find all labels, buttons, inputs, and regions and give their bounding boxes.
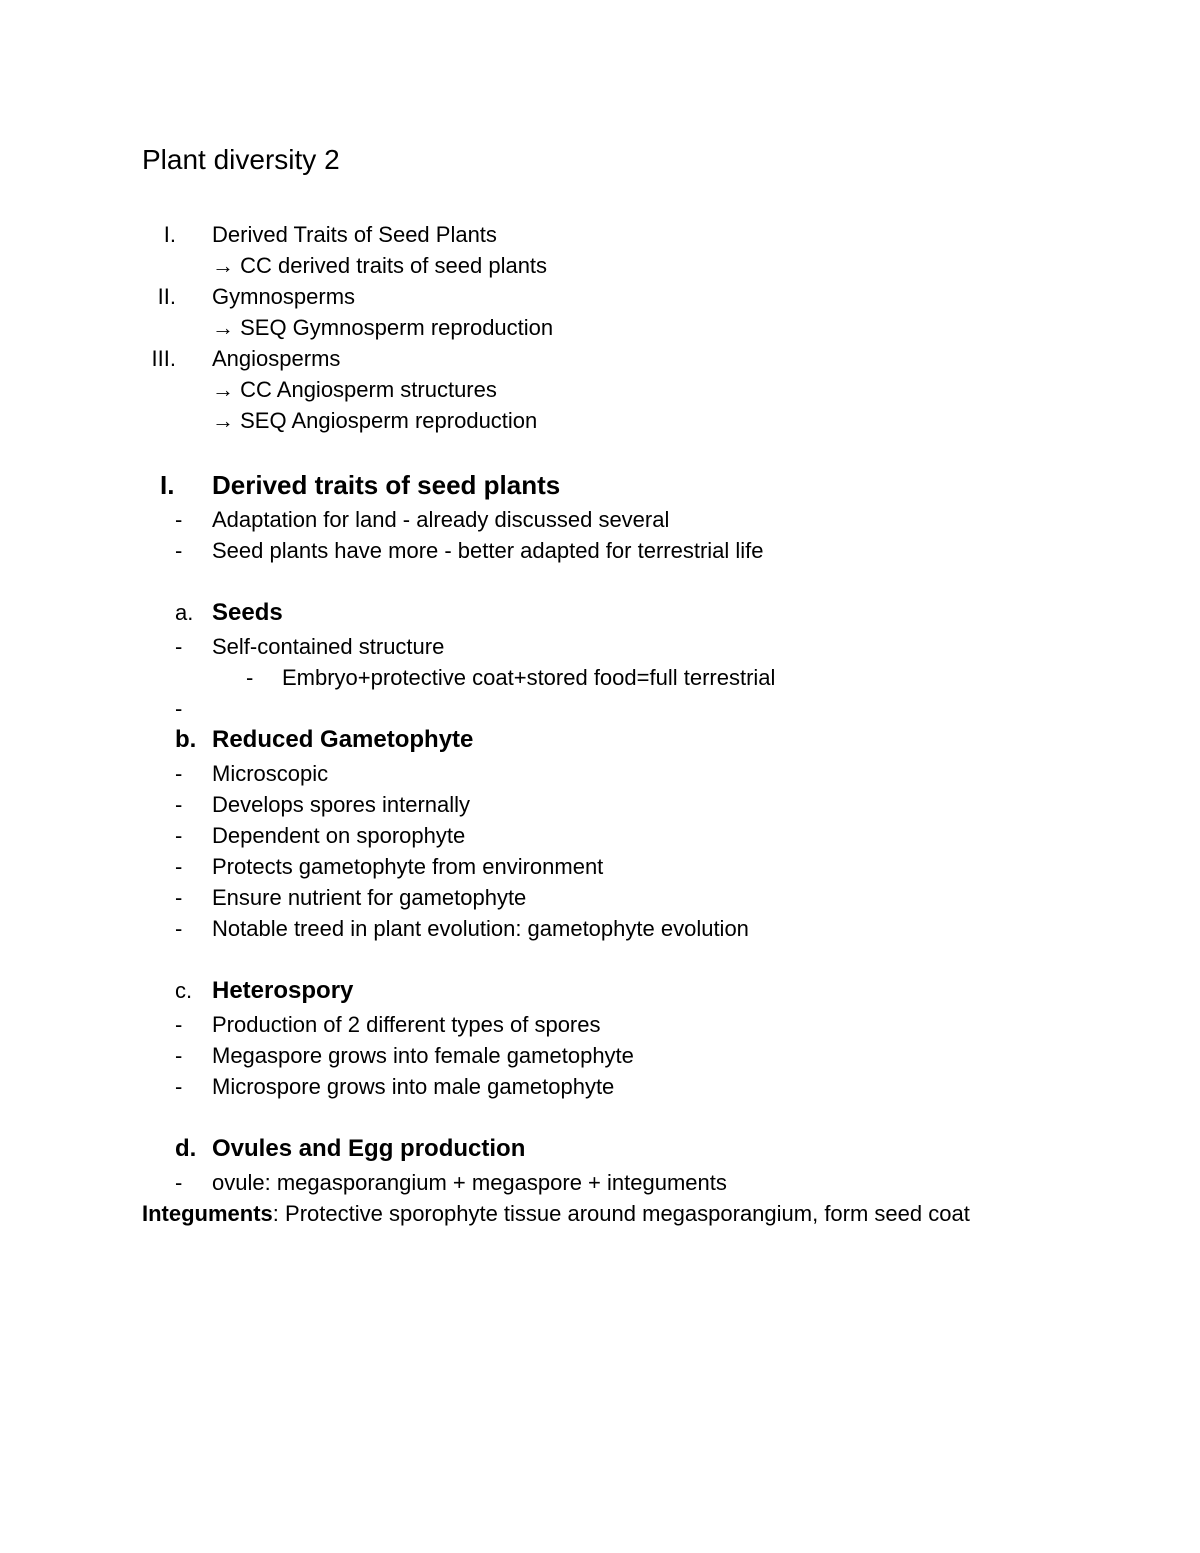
dash-marker: - xyxy=(175,792,183,817)
bullet-text: Production of 2 different types of spores xyxy=(212,1012,601,1037)
subsection-marker: d. xyxy=(175,1135,197,1162)
dash-marker: - xyxy=(175,1012,183,1037)
outline-item xyxy=(0,343,1200,374)
outline-arrow-item xyxy=(0,405,1200,436)
bullet-item xyxy=(0,820,1200,851)
empty-bullet-item xyxy=(0,693,1200,724)
bullet-text: Megaspore grows into female gametophyte xyxy=(212,1043,634,1068)
dash-marker: - xyxy=(175,916,183,941)
outline-marker: II. xyxy=(157,284,176,309)
bullet-item xyxy=(0,758,1200,789)
dash-marker: - xyxy=(175,761,183,786)
section-heading xyxy=(0,468,1200,502)
outline-arrow-text: → SEQ Gymnosperm reproduction xyxy=(212,315,554,340)
definition-paragraph xyxy=(0,1198,1200,1229)
outline-item xyxy=(0,281,1200,312)
bullet-text: Microscopic xyxy=(212,761,329,786)
subsection-heading-text: Reduced Gametophyte xyxy=(212,726,474,753)
subsection-heading xyxy=(0,724,1200,756)
bullet-text: Seed plants have more - better adapted for terrestrial life xyxy=(212,538,764,563)
outline-arrow-text: → SEQ Angiosperm reproduction xyxy=(212,408,538,433)
dash-marker: - xyxy=(175,507,183,532)
bullet-item xyxy=(0,504,1200,535)
dash-marker: - xyxy=(246,665,254,690)
bullet-item xyxy=(0,535,1200,566)
bullet-item xyxy=(0,631,1200,662)
bullet-item xyxy=(0,913,1200,944)
definition-term: Integuments xyxy=(142,1201,273,1226)
outline-label: Derived Traits of Seed Plants xyxy=(212,222,497,247)
subsection-marker: a. xyxy=(175,600,194,625)
subsection-heading-text: Seeds xyxy=(212,599,283,626)
subsection-marker: b. xyxy=(175,726,197,753)
dash-marker: - xyxy=(175,696,183,721)
subsection-heading xyxy=(0,597,1200,629)
bullet-item xyxy=(0,1040,1200,1071)
page-title: Plant diversity 2 xyxy=(142,144,340,175)
bullet-text: Adaptation for land - already discussed several xyxy=(212,507,670,532)
bullet-item xyxy=(0,789,1200,820)
outline-arrow-item xyxy=(0,250,1200,281)
bullet-item xyxy=(0,851,1200,882)
outline-arrow-item xyxy=(0,374,1200,405)
outline-marker: I. xyxy=(163,222,176,247)
outline-label: Gymnosperms xyxy=(212,284,356,309)
bullet-text: ovule: megasporangium + megaspore + integuments xyxy=(212,1170,727,1195)
bullet-text: Dependent on sporophyte xyxy=(212,823,466,848)
bullet-item xyxy=(0,1167,1200,1198)
dash-marker: - xyxy=(175,823,183,848)
bullet-text: Microspore grows into male gametophyte xyxy=(212,1074,615,1099)
bullet-item xyxy=(0,1071,1200,1102)
dash-marker: - xyxy=(175,634,183,659)
dash-marker: - xyxy=(175,854,183,879)
dash-marker: - xyxy=(175,1074,183,1099)
dash-marker: - xyxy=(175,885,183,910)
outline-marker: III. xyxy=(151,346,176,371)
bullet-item xyxy=(0,1009,1200,1040)
subsection-heading xyxy=(0,975,1200,1007)
bullet-text: Protects gametophyte from environment xyxy=(212,854,604,879)
definition-text: : Protective sporophyte tissue around megasporangium, form seed coat xyxy=(272,1201,970,1226)
outline-label: Angiosperms xyxy=(212,346,341,371)
bullet-text: Develops spores internally xyxy=(212,792,471,817)
subsection-heading-text: Heterospory xyxy=(212,977,354,1004)
dash-marker: - xyxy=(175,1043,183,1068)
outline-item xyxy=(0,219,1200,250)
dash-marker: - xyxy=(175,538,183,563)
sub-bullet-text: Embryo+protective coat+stored food=full terrestrial xyxy=(282,665,776,690)
subsection-marker: c. xyxy=(175,978,193,1003)
outline-arrow-item xyxy=(0,312,1200,343)
subsection-heading xyxy=(0,1133,1200,1165)
subsection-heading-text: Ovules and Egg production xyxy=(212,1135,526,1162)
outline-arrow-text: → CC derived traits of seed plants xyxy=(212,253,548,278)
bullet-text: Notable treed in plant evolution: gametophyte evolution xyxy=(212,916,749,941)
dash-marker: - xyxy=(175,1170,183,1195)
bullet-text: Self-contained structure xyxy=(212,634,445,659)
sub-bullet-item xyxy=(0,662,1200,693)
section-heading-text: Derived traits of seed plants xyxy=(212,470,561,500)
outline-arrow-text: → CC Angiosperm structures xyxy=(212,377,497,402)
section-marker: I. xyxy=(160,470,175,500)
bullet-text: Ensure nutrient for gametophyte xyxy=(212,885,527,910)
bullet-item xyxy=(0,882,1200,913)
